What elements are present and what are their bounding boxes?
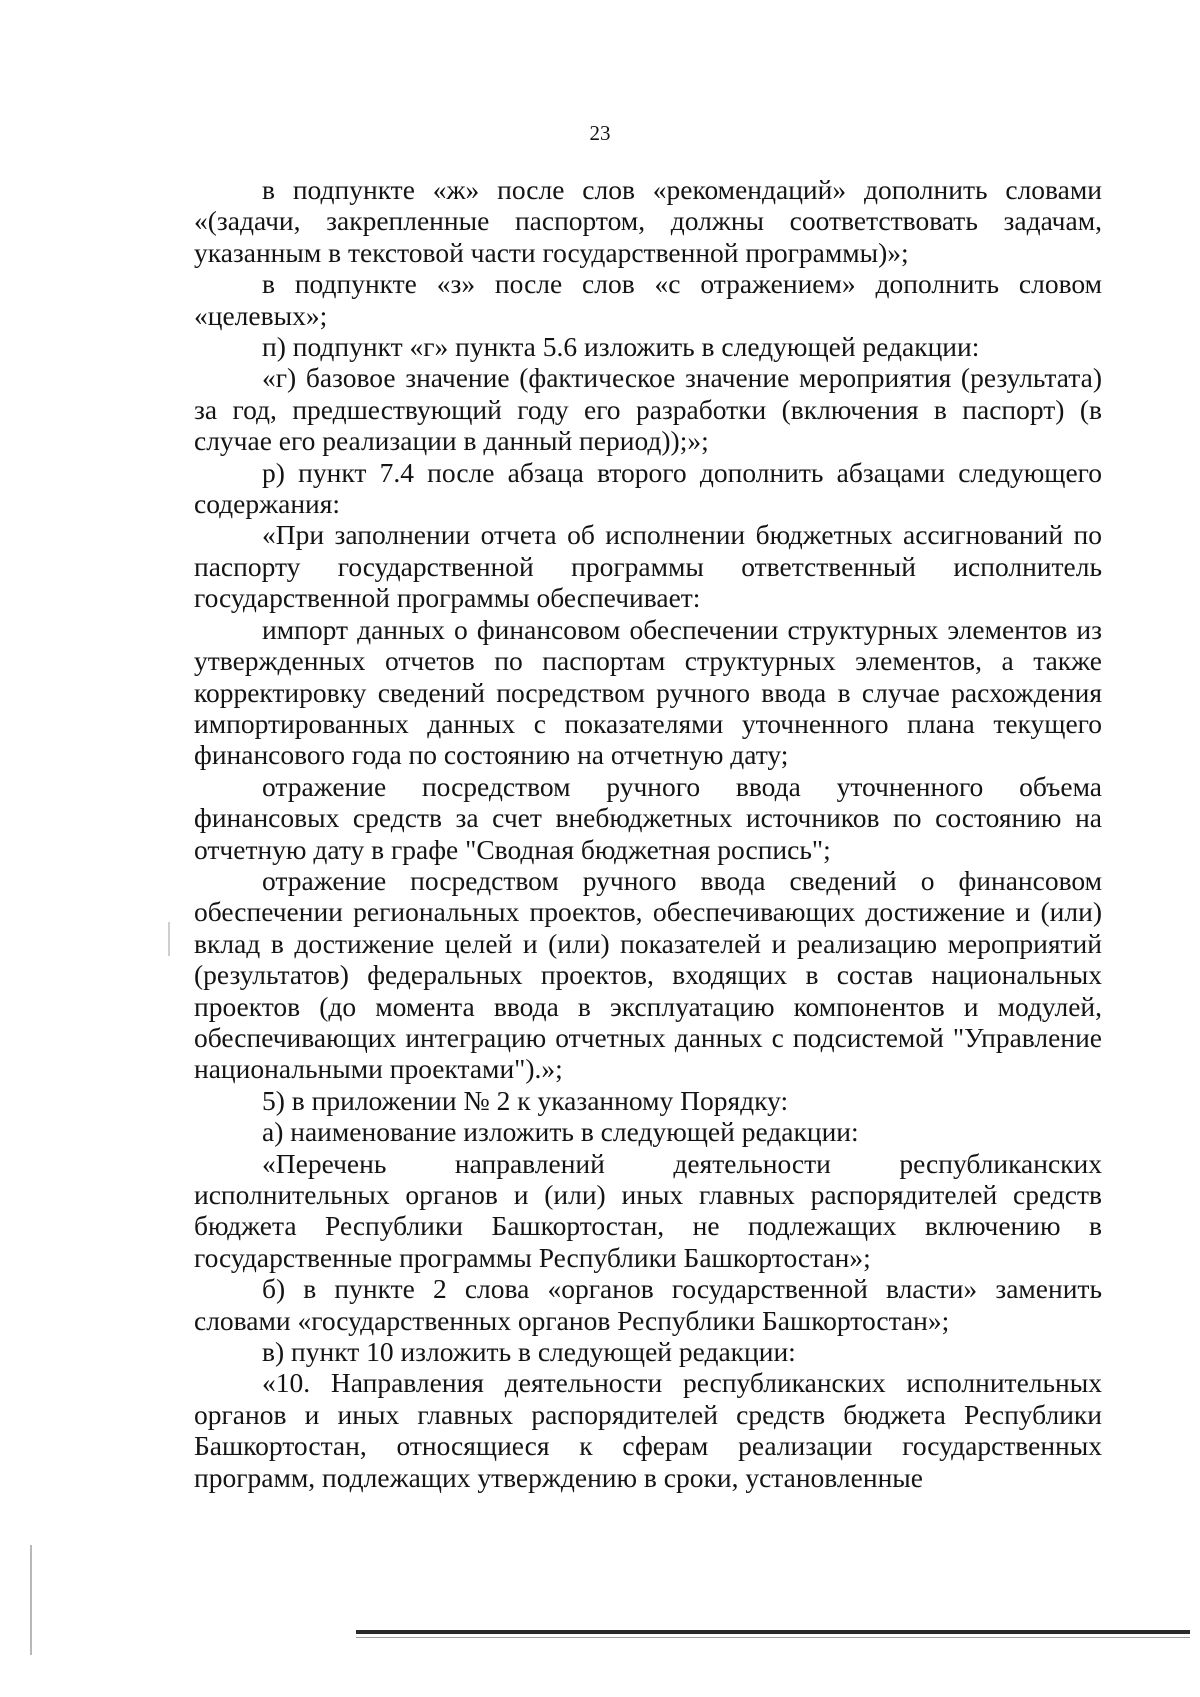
paragraph: б) в пункте 2 слова «органов государственной власти» заменить словами «государственных органов Республики Башкортостан»; — [194, 1273, 1102, 1336]
paragraph: в) пункт 10 изложить в следующей редакции: — [262, 1336, 796, 1368]
paragraph: «При заполнении отчета об исполнении бюджетных ассигнований по паспорту государственной программы ответственный исполнитель государственной программы обеспечивает: — [194, 519, 1102, 614]
paragraph: а) наименование изложить в следующей редакции: — [262, 1116, 859, 1148]
scan-artifact-bottom-rule-faint — [356, 1637, 1190, 1638]
scan-artifact-mark — [168, 922, 170, 956]
paragraph: 5) в приложении № 2 к указанному Порядку: — [262, 1084, 789, 1116]
scan-artifact-left-edge — [30, 1545, 32, 1655]
paragraph: в подпункте «ж» после слов «рекомендаций» дополнить словами «(задачи, закрепленные паспортом, должны соответствовать задачам, указанным в текстовой части государственной программы)»; — [194, 174, 1102, 268]
paragraph: в подпункте «з» после слов «с отражением» дополнить словом «целевых»; — [194, 268, 1102, 331]
paragraph: р) пункт 7.4 после абзаца второго дополнить абзацами следующего содержания: — [194, 456, 1102, 520]
paragraph: «10. Направления деятельности республиканских исполнительных органов и иных главных распорядителей средств бюджета Республики Башкортостан, относящиеся к сферам реализации государственных программ, подлежащих утверждению в сроки, установленные — [194, 1367, 1102, 1493]
document-body — [194, 174, 1102, 1493]
paragraph: отражение посредством ручного ввода уточненного объема финансовых средств за счет внебюджетных источников по состоянию на отчетную дату в графе "Сводная бюджетная роспись"; — [194, 770, 1102, 865]
page-number: 23 — [589, 121, 611, 145]
paragraph: импорт данных о финансовом обеспечении структурных элементов из утвержденных отчетов по паспортам структурных элементов, а также корректировку сведений посредством ручного ввода в случае расхождения импортированных данных с показателями уточненного плана текущего финансового года по состоянию на отчетную дату; — [194, 613, 1102, 771]
paragraph: отражение посредством ручного ввода сведений о финансовом обеспечении региональных проектов, обеспечивающих достижение и (или) вклад в достижение целей и (или) показателей и реализацию мероприятий (результатов) федеральных проектов, входящих в состав национальных проектов (до момента ввода в эксплуатацию компонентов и модулей, обеспечивающих интеграцию отчетных данных с подсистемой "Управление национальными проектами").»; — [194, 864, 1102, 1085]
scan-artifact-bottom-rule — [356, 1630, 1190, 1634]
paragraph: «г) базовое значение (фактическое значение мероприятия (результата) за год, предшествующий году его разработки (включения в паспорт) (в случае его реализации в данный период));»; — [194, 362, 1102, 457]
paragraph: «Перечень направлений деятельности республиканских исполнительных органов и (или) иных главных распорядителей средств бюджета Республики Башкортостан, не подлежащих включению в государственные программы Республики Башкортостан»; — [194, 1147, 1102, 1273]
paragraph: п) подпункт «г» пункта 5.6 изложить в следующей редакции: — [262, 331, 980, 363]
